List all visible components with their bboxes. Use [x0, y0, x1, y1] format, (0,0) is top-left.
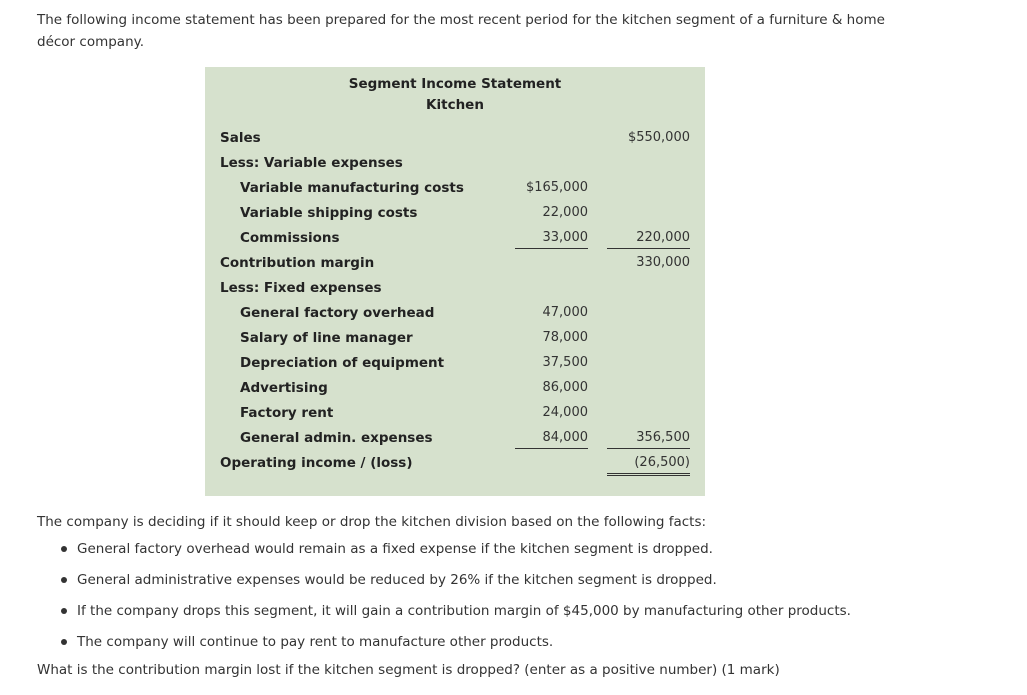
bullet-icon [61, 608, 67, 614]
row-label: Contribution margin [220, 255, 375, 271]
intro-paragraph [37, 9, 897, 53]
row-label: General admin. expenses [240, 430, 433, 446]
list-item [37, 627, 997, 658]
row-amount: 37,500 [542, 355, 588, 370]
row-label: Factory rent [240, 405, 334, 421]
row-label: Depreciation of equipment [240, 355, 445, 371]
row-label: Commissions [240, 230, 340, 246]
statement-row [205, 428, 705, 453]
row-amount: $165,000 [525, 180, 588, 195]
facts-list [37, 534, 997, 658]
row-label: Variable shipping costs [240, 205, 418, 221]
question-text: What is the contribution margin lost if the kitchen segment is dropped? (enter as a positive number) (1 mark) [37, 662, 780, 678]
statement-row [205, 328, 705, 353]
statement-row [205, 353, 705, 378]
row-total: (26,500) [607, 453, 690, 476]
row-label: Less: Variable expenses [220, 155, 403, 171]
statement-row [205, 128, 705, 153]
statement-row [205, 253, 705, 278]
row-amount: 22,000 [542, 205, 588, 220]
list-item-text: The company will continue to pay rent to manufacture other products. [77, 634, 554, 650]
statement-row [205, 203, 705, 228]
row-amount: 47,000 [542, 305, 588, 320]
facts-lead: The company is deciding if it should keep or drop the kitchen division based on the following facts: [37, 514, 707, 530]
list-item [37, 534, 997, 565]
statement-row [205, 178, 705, 203]
row-amount: 78,000 [542, 330, 588, 345]
row-total: 330,000 [636, 255, 690, 270]
list-item-text: General administrative expenses would be reduced by 26% if the kitchen segment is dropped. [77, 572, 717, 588]
row-amount: 86,000 [542, 380, 588, 395]
facts-section [37, 510, 997, 682]
row-label: General factory overhead [240, 305, 435, 321]
statement-subtitle: Kitchen [426, 97, 484, 113]
intro-line-2: décor company. [37, 34, 144, 50]
statement-row [205, 453, 705, 478]
statement-row [205, 378, 705, 403]
row-label: Less: Fixed expenses [220, 280, 382, 296]
list-item [37, 565, 997, 596]
row-amount: 84,000 [515, 428, 588, 449]
row-label: Variable manufacturing costs [240, 180, 464, 196]
statement-row [205, 303, 705, 328]
list-item-text: If the company drops this segment, it will gain a contribution margin of $45,000 by manufacturing other products. [77, 603, 851, 619]
row-label: Advertising [240, 380, 328, 396]
statement-row [205, 228, 705, 253]
list-item-text: General factory overhead would remain as a fixed expense if the kitchen segment is dropped. [77, 541, 713, 557]
bullet-icon [61, 577, 67, 583]
statement-title: Segment Income Statement [348, 76, 562, 92]
list-item [37, 596, 997, 627]
row-total: $550,000 [627, 130, 690, 145]
row-total: 220,000 [607, 228, 690, 249]
statement-row [205, 278, 705, 303]
statement-row [205, 153, 705, 178]
row-amount: 33,000 [515, 228, 588, 249]
bullet-icon [61, 639, 67, 645]
row-label: Sales [220, 130, 261, 146]
row-label: Salary of line manager [240, 330, 413, 346]
intro-line-1: The following income statement has been prepared for the most recent period for the kitchen segment of a furniture & home [37, 12, 885, 28]
row-amount: 24,000 [542, 405, 588, 420]
row-label: Operating income / (loss) [220, 455, 413, 471]
bullet-icon [61, 546, 67, 552]
segment-income-statement [205, 67, 705, 496]
row-total: 356,500 [607, 428, 690, 449]
statement-row [205, 403, 705, 428]
